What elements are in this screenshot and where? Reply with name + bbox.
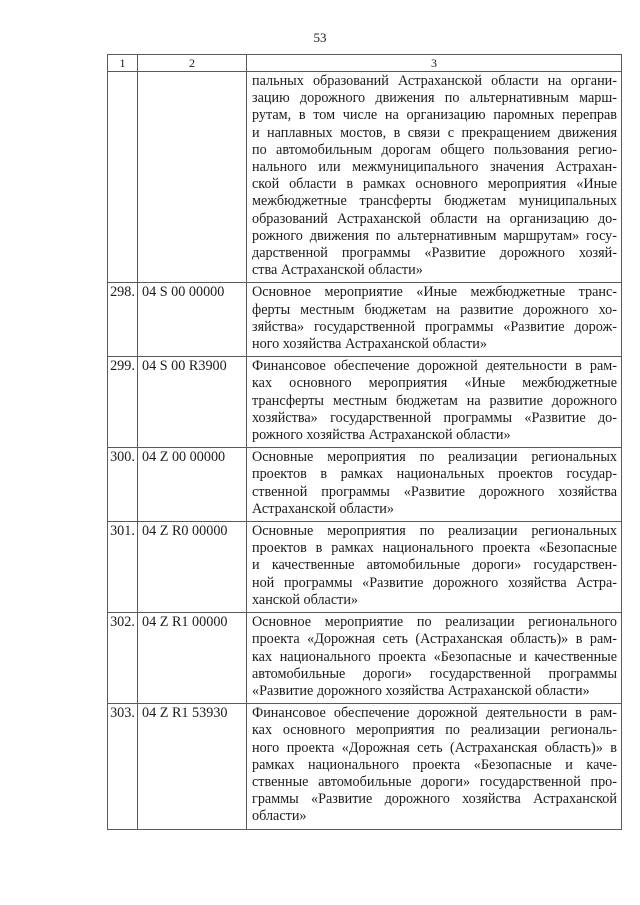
description-line: ственные автомобильные дороги» государственной про- [252,773,617,790]
description-line: образований Астраханской области на организацию до- [252,210,617,227]
table-row [108,613,622,704]
description-line: Основное мероприятие по реализации регионального [252,614,617,631]
table-row [108,283,622,357]
row-description [247,448,622,522]
description-line: Основное мероприятие «Иные межбюджетные транс- [252,284,617,301]
description-line: ной программы «Развитие дорожного хозяйства Астра- [252,574,617,591]
description-line: ства Астраханской области» [252,262,423,279]
page-number: 53 [313,30,327,45]
description-line: рожного движения по альтернативным маршрутам» госу- [252,227,617,244]
row-number: 299. [108,357,138,448]
row-description [247,283,622,357]
description-line: ного хозяйства Астраханской области» [252,336,487,353]
description-line: проектов в рамках национального проекта «Безопасные [252,540,617,557]
description-line: рутам, в том числе на организацию паромных переправ [252,107,617,124]
description-line: автомобильные дороги» государственной программы [252,665,617,682]
description-line: трансферты местным бюджетам на развитие дорожного [252,392,617,409]
budget-code: 04 Z R1 53930 [138,704,247,829]
description-line: ного проекта «Дорожная сеть (Астраханская область)» в [252,739,617,756]
row-number: 298. [108,283,138,357]
table-row [108,704,622,829]
budget-code [138,72,247,283]
row-description [247,522,622,613]
row-number: 302. [108,613,138,704]
description-line: зацию дорожного движения по альтернативным марш- [252,90,617,107]
description-line: Основные мероприятия по реализации региональных [252,523,617,540]
table-row [108,522,622,613]
description-line: проектов в рамках национальных проектов государ- [252,466,617,483]
row-description [247,72,622,283]
description-line: нального или межмуниципального значения Астрахан- [252,159,617,176]
description-line: и наплавных мостов, в связи с прекращением движения [252,124,617,141]
budget-code: 04 Z 00 00000 [138,448,247,522]
description-line: ках основного мероприятия «Иные межбюджетные [252,375,617,392]
description-line: рамках национального проекта «Безопасные и каче- [252,756,617,773]
description-line: области» [252,808,307,825]
table-body [108,72,622,830]
budget-code: 04 S 00 R3900 [138,357,247,448]
description-line: хозяйства» государственной программы «Развитие до- [252,409,617,426]
table-header [108,55,622,72]
description-line: ской области в рамках основного мероприятия «Иные [252,176,617,193]
description-line: ках основного мероприятия по реализации региональ- [252,722,617,739]
description-line: ках национального проекта «Безопасные и качественные [252,648,617,665]
description-line: Основные мероприятия по реализации региональных [252,449,617,466]
budget-classification-table [107,54,622,830]
table-row [108,448,622,522]
table-header-row [108,55,622,72]
budget-code: 04 S 00 00000 [138,283,247,357]
description-line: Финансовое обеспечение дорожной деятельности в рам- [252,358,617,375]
budget-code: 04 Z R1 00000 [138,613,247,704]
row-number: 301. [108,522,138,613]
description-line: ферты местным бюджетам на развитие дорожного хо- [252,301,617,318]
row-number: 300. [108,448,138,522]
column-header-3: 3 [247,55,622,72]
description-line: проекта «Дорожная сеть (Астраханская область)» в рам- [252,631,617,648]
column-header-2: 2 [138,55,247,72]
description-line: по автомобильным дорогам общего пользования регио- [252,141,617,158]
description-line: «Развитие дорожного хозяйства Астраханской области» [252,682,590,699]
row-description [247,357,622,448]
description-line: зяйства» государственной программы «Развитие дорож- [252,318,617,335]
row-number [108,72,138,283]
table-row [108,72,622,283]
row-description [247,704,622,829]
table-row [108,357,622,448]
description-line: и качественные автомобильные дороги» государствен- [252,557,617,574]
row-number: 303. [108,704,138,829]
description-line: ханской области» [252,591,359,608]
budget-code: 04 Z R0 00000 [138,522,247,613]
description-line: межбюджетные трансферты бюджетам муниципальных [252,193,617,210]
description-line: ственной программы «Развитие дорожного хозяйства [252,483,617,500]
row-description [247,613,622,704]
description-line: Астраханской области» [252,500,394,517]
description-line: Финансовое обеспечение дорожной деятельности в рам- [252,705,617,722]
description-line: пальных образований Астраханской области на органи- [252,73,617,89]
description-line: дарственной программы «Развитие дорожного хозяй- [252,245,617,262]
column-header-1: 1 [108,55,138,72]
description-line: граммы «Развитие дорожного хозяйства Астраханской [252,791,617,808]
description-line: рожного хозяйства Астраханской области» [252,427,511,444]
